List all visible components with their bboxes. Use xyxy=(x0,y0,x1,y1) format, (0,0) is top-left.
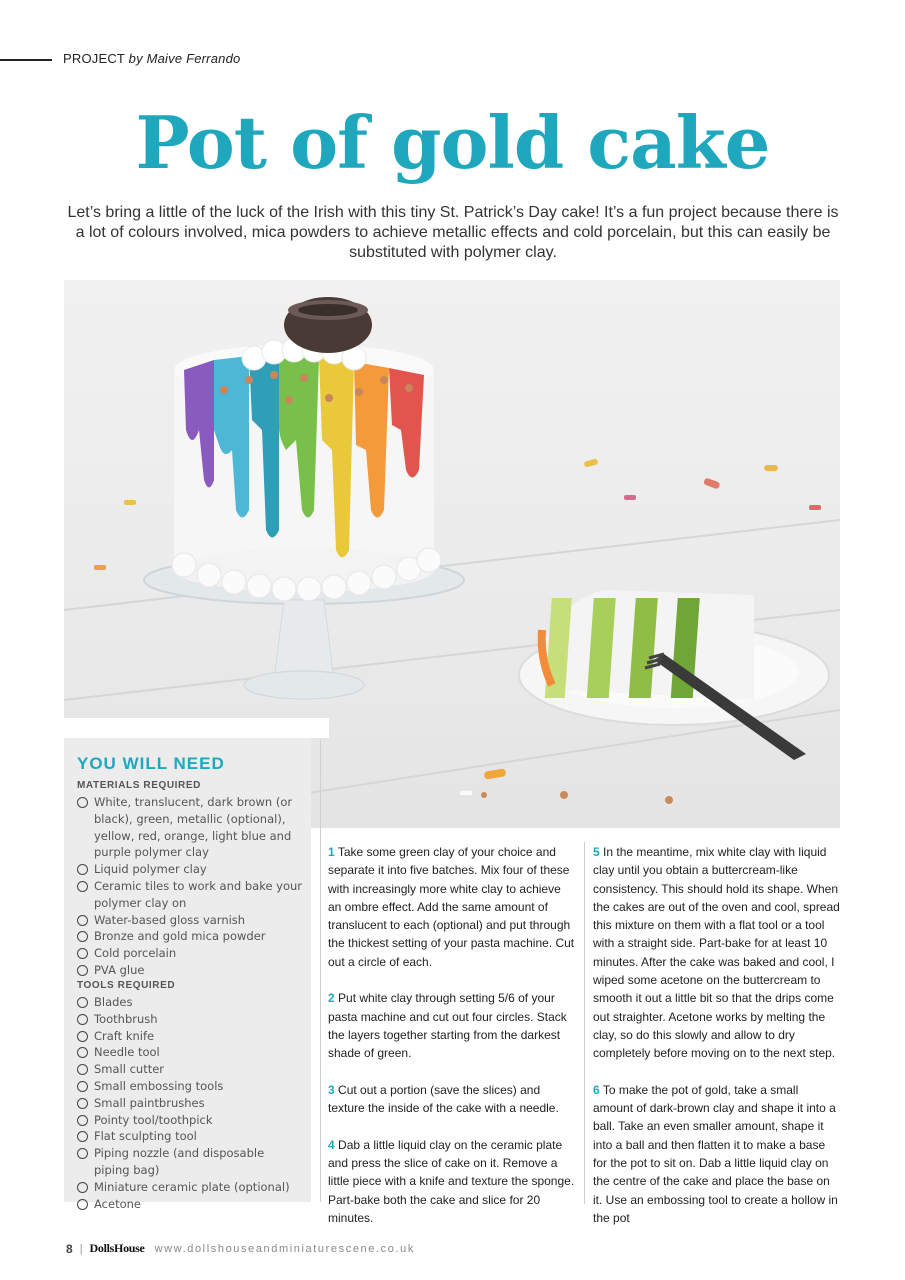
tools-label: TOOLS REQUIRED xyxy=(77,980,176,991)
you-will-need-box xyxy=(64,738,311,1211)
checklist-item-text: Small embossing tools xyxy=(94,1078,224,1093)
checklist-item-text: Craft knife xyxy=(94,1028,155,1043)
step-number: 2 xyxy=(328,991,335,1006)
materials-label: MATERIALS REQUIRED xyxy=(77,780,201,791)
page-number: 8 xyxy=(66,1241,73,1256)
checklist-item xyxy=(77,861,303,878)
checkbox-circle-icon xyxy=(77,915,88,926)
checklist-item-text: Small cutter xyxy=(94,1062,165,1077)
step-paragraph xyxy=(593,1081,841,1227)
checklist-item xyxy=(77,1196,303,1213)
checkbox-circle-icon xyxy=(77,1031,88,1042)
checklist-item xyxy=(77,1128,303,1145)
checklist-item-text: Water-based gloss varnish xyxy=(94,912,246,927)
checklist-item xyxy=(77,1061,303,1078)
page-footer xyxy=(66,1241,415,1256)
checklist-item-text: Flat sculpting tool xyxy=(94,1129,197,1144)
checklist-item-text: White, translucent, dark brown (or black), green, metallic (optional), yellow, red, orange, light blue and purple polymer clay xyxy=(94,795,293,860)
checklist-item-text: Miniature ceramic plate (optional) xyxy=(94,1179,290,1194)
checklist-item-text: PVA glue xyxy=(94,962,145,977)
checklist-item xyxy=(77,962,303,979)
step-paragraph xyxy=(328,989,576,1062)
checkbox-circle-icon xyxy=(77,1182,88,1193)
step-text: In the meantime, mix white clay with liquid clay until you obtain a buttercream-like consistency. This should hold its shape. When the cakes are out of the oven and cool, spread this mixture on them with a flat tool or a tool with a straight side. Part-bake for at least 10 minutes. After the cake was baked and cool, I wiped some acetone on the buttercream to smooth it out a little bit so that the drips come out straighter. Acetone works by melting the clay, so do this slowly and allow to dry completely before moving on to the next step. xyxy=(593,845,840,1061)
checklist-item xyxy=(77,1028,303,1045)
checklist-item xyxy=(77,994,303,1011)
checklist-item xyxy=(77,1112,303,1129)
checkbox-circle-icon xyxy=(77,797,88,808)
step-number: 5 xyxy=(593,845,600,859)
checkbox-circle-icon xyxy=(77,1115,88,1126)
checklist-item xyxy=(77,1044,303,1061)
checkbox-circle-icon xyxy=(77,1199,88,1210)
checkbox-circle-icon xyxy=(77,965,88,976)
checklist-item-text: Toothbrush xyxy=(94,1011,158,1026)
step-paragraph xyxy=(328,843,576,971)
checklist-item-text: Needle tool xyxy=(94,1045,160,1060)
website-url[interactable]: www.dollshouseandminiaturescene.co.uk xyxy=(154,1242,415,1255)
step-number: 4 xyxy=(328,1137,335,1152)
checkbox-circle-icon xyxy=(77,1148,88,1159)
step-number: 6 xyxy=(593,1082,600,1097)
checklist-item xyxy=(77,1095,303,1112)
intro-paragraph: Let’s bring a little of the luck of the Irish with this tiny St. Patrick’s Day cake! It’s a fun project because there is a lot of colours involved, mica powders to achieve metallic effects and cold porcelain, but this can easily be substituted with polymer clay. xyxy=(67,204,839,261)
checklist-item-text: Piping nozzle (and disposable piping bag) xyxy=(94,1146,265,1177)
section-label: PROJECT xyxy=(63,51,125,66)
checklist-item xyxy=(77,1145,303,1179)
magazine-logo: DollsHouse xyxy=(89,1241,145,1255)
step-number: 3 xyxy=(328,1082,335,1097)
photo-inset-corner xyxy=(64,718,329,738)
step-number: 1 xyxy=(328,845,335,859)
checklist-item-text: Bronze and gold mica powder xyxy=(94,929,266,944)
header-rule xyxy=(0,59,52,61)
step-paragraph xyxy=(328,1136,576,1227)
step-text: To make the pot of gold, take a small amount of dark-brown clay and shape it into a ball. Take an even smaller amount, shape it into a ball and then flatten it to make a base for the pot to sit on. Dab a little liquid clay on the centre of the cake and place the base on it. Use an embossing tool to create a hollow in the pot xyxy=(593,1082,838,1225)
step-text: Take some green clay of your choice and separate it into five batches. Mix four of these with increasingly more white clay to achieve an ombre effect. Add the same amount of translucent to each (optional) and put through the thickest setting of your pasta machine. Cut out a circle of each. xyxy=(328,845,575,969)
checklist-item xyxy=(77,1179,303,1196)
tools-list xyxy=(77,994,303,1212)
checkbox-circle-icon xyxy=(77,1014,88,1025)
checkbox-circle-icon xyxy=(77,881,88,892)
checklist-item-text: Acetone xyxy=(94,1196,141,1211)
column-divider xyxy=(320,740,321,1202)
checklist-item-text: Small paintbrushes xyxy=(94,1095,205,1110)
checkbox-circle-icon xyxy=(77,1131,88,1142)
header-byline xyxy=(63,51,240,66)
author-byline: by Maive Ferrando xyxy=(128,51,241,66)
checkbox-circle-icon xyxy=(77,997,88,1008)
checklist-item-text: Blades xyxy=(94,995,133,1009)
steps-column-left xyxy=(328,843,576,1246)
step-text: Dab a little liquid clay on the ceramic plate and press the slice of cake on it. Remove a little piece with a knife and texture the sponge. Part-bake both the cake and slice for 20 minutes. xyxy=(328,1137,575,1225)
checklist-item xyxy=(77,794,303,861)
step-text: Put white clay through setting 5/6 of your pasta machine and cut out four circles. Stack the layers together starting from the darkest shade of green. xyxy=(328,991,567,1061)
checklist-item-text: Liquid polymer clay xyxy=(94,862,207,877)
checkbox-circle-icon xyxy=(77,1047,88,1058)
checklist-item xyxy=(77,1011,303,1028)
column-divider xyxy=(584,842,585,1204)
you-will-need-title: YOU WILL NEED xyxy=(77,754,225,773)
checklist-item-text: Ceramic tiles to work and bake your polymer clay on xyxy=(94,878,303,910)
footer-separator: | xyxy=(79,1242,83,1255)
page-title: Pot of gold cake xyxy=(135,100,770,185)
step-paragraph xyxy=(328,1081,576,1118)
checklist-item-text: Cold porcelain xyxy=(94,946,177,961)
checkbox-circle-icon xyxy=(77,864,88,875)
checkbox-circle-icon xyxy=(77,1064,88,1075)
checkbox-circle-icon xyxy=(77,1098,88,1109)
checklist-item xyxy=(77,912,303,929)
checklist-item xyxy=(77,1078,303,1095)
checklist-item xyxy=(77,928,303,945)
materials-list xyxy=(77,794,303,979)
step-paragraph xyxy=(593,843,841,1063)
checkbox-circle-icon xyxy=(77,948,88,959)
checklist-item xyxy=(77,878,303,912)
checklist-item xyxy=(77,945,303,962)
steps-column-right xyxy=(593,843,841,1246)
checkbox-circle-icon xyxy=(77,931,88,942)
checklist-item-text: Pointy tool/toothpick xyxy=(94,1112,213,1127)
step-text: Cut out a portion (save the slices) and texture the inside of the cake with a needle. xyxy=(328,1082,559,1116)
checkbox-circle-icon xyxy=(77,1081,88,1092)
